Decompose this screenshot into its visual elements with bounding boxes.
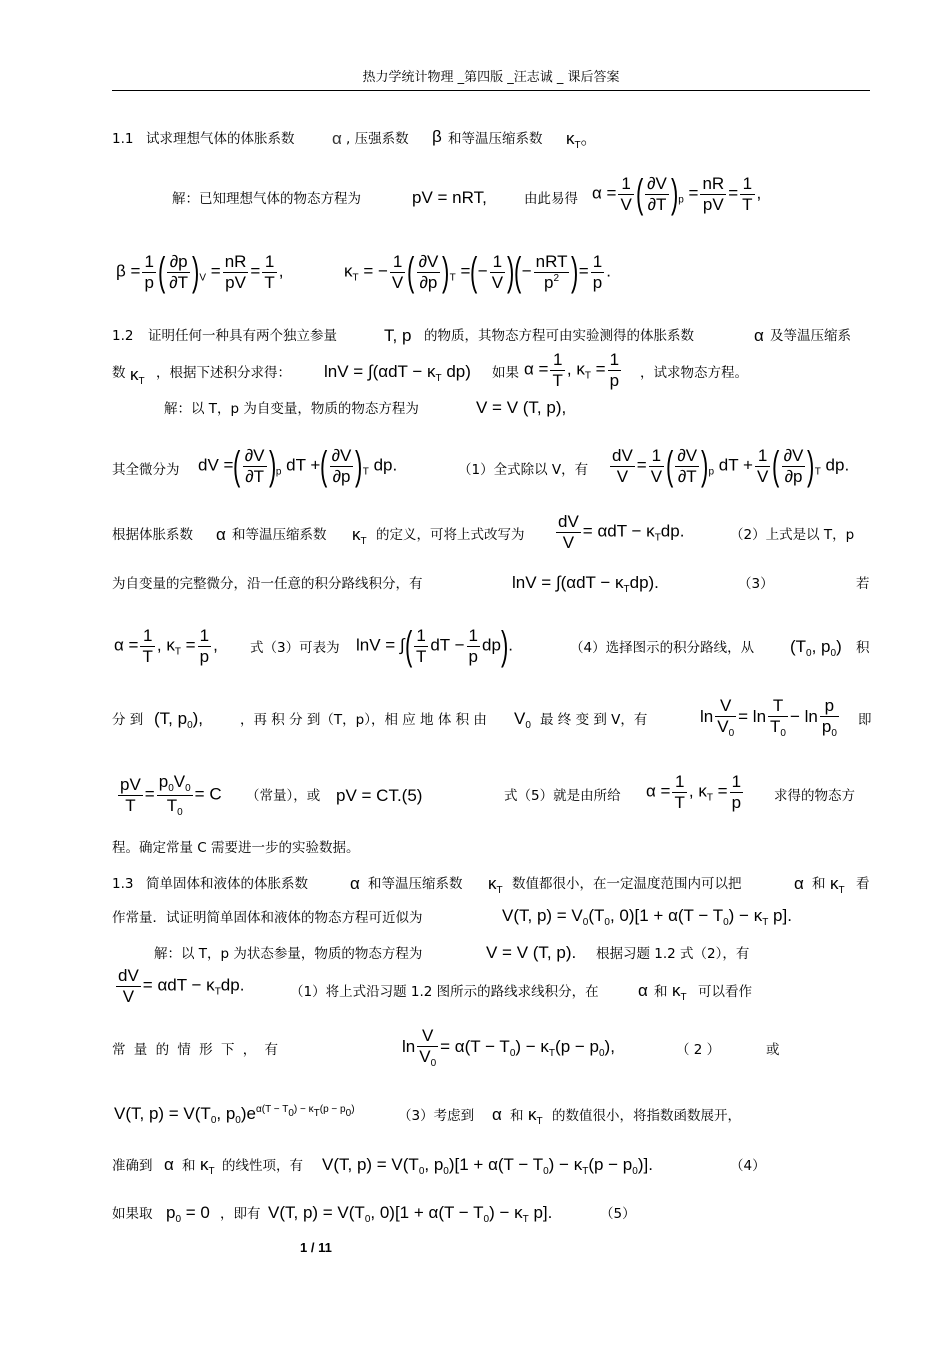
problem-1-2-label: 1.2 (112, 328, 134, 344)
solid-state-equation: V(T, $p) = V_0(T_0$, $0)[1 + \alpha(T - T_0) - \kappa_T$ p]. (502, 906, 792, 928)
linear-eq-5: V(T, $p) = V(T_0$, $0)[1 + \alpha(T - T_0) - \kappa_T$ p]. (268, 1203, 553, 1225)
alpha-symbol: α (164, 1155, 174, 1174)
divided-differential: $\frac{dV}{V}$ = $\frac{1}{V}$ ( $\frac{\partial V}{\partial T}$ )$_p$ dT + $\frac{1}{V}$ ( $\frac{\partial V}{\partial p}$ )$_T$ dp. (612, 444, 850, 489)
v0-symbol: $V_0$ (514, 709, 531, 731)
ideal-gas-equation: pV = nRT, (412, 188, 487, 207)
problem-1-2-line1c: 及等温压缩系 (770, 328, 851, 344)
then-text: ，再 积 分 到（T，p），相 应 地 体 积 由 (240, 712, 487, 728)
fen-text: 分 到 (112, 712, 144, 728)
linear-eq-4: V(T, $p) = V(T_0$, $p_0)[1 + \alpha(T - T_0) - \kappa_T(p - p_0)]$. (322, 1155, 653, 1177)
total-differential: dV =( $\frac{\partial V}{\partial T}$ )$_p$ dT +( $\frac{\partial V}{\partial p}$ )$_T$ dp. (198, 444, 398, 489)
step-2-text-b: 为自变量的完整微分，沿一任意的积分路线积分，有 (112, 576, 423, 592)
eq-5-text: 式（5）就是由所给 (504, 788, 621, 804)
given-coefficients: α = $\frac{1}{T}$ , $\kappa_T$ = $\frac{1}{p}$ (524, 350, 620, 390)
page-number: 1 / 11 (300, 1240, 332, 1255)
eq-5: pV = CT.(5) (336, 786, 423, 805)
kappa-t-symbol: $\kappa_T$。 (566, 129, 598, 151)
alpha-symbol: α (754, 326, 764, 345)
alpha-symbol: α (216, 525, 226, 544)
alpha-symbol: α (794, 874, 804, 893)
problem-1-3-label: 1.3 (112, 876, 134, 892)
problem-1-1-text-c: 和等温压缩系数 (448, 131, 543, 147)
mid-point: (T, $p_0$), (154, 709, 204, 731)
problem-1-2-line1: 证明任何一种具有两个独立参量 (148, 328, 337, 344)
start-point: ($T_0$, $p_0$) (790, 637, 842, 659)
kappa-t-symbol: $\kappa_T$ (672, 981, 687, 1003)
given-coefficients-2: α = $\frac{1}{T}$ , $\kappa_T$ = $\frac{1}{p}$ (646, 772, 742, 812)
ji2-text: 即 (858, 712, 872, 728)
kappa-derivation: $\kappa_T$ = − $\frac{1}{V}$ ( $\frac{\partial V}{\partial p}$ )$_T$ =(− $\frac{1}{V}$ )(− $\frac{\text{nRT}}{p^2}$ )= $\frac{1}{p}$ . (344, 250, 611, 295)
we-have-text: ，即有 (220, 1206, 261, 1222)
p0-zero: $p_0 = 0$ (166, 1203, 210, 1225)
constant-ratio: $\frac{pV}{T}$ = $\frac{p_0V_0}{T_0}$ = C (120, 772, 222, 818)
solution-1-3-b: 根据习题 1.2 式（2），有 (596, 946, 750, 962)
solution-1-2-a: 解：以 T，p 为自变量，物质的物态方程为 (164, 401, 419, 417)
accurate-text: 准确到 (112, 1158, 153, 1174)
eq-2-label: （ 2 ） (676, 1042, 721, 1058)
eq-3-label: （3） (738, 576, 774, 592)
step-1-text: （1）全式除以 V，有 (458, 462, 589, 478)
const-text: （常量），或 (246, 788, 321, 804)
problem-1-1-label: 1.1 (112, 131, 134, 147)
differential-1-3: $\frac{dV}{V}$ = $\alpha dT - \kappa_Tdp$. (118, 966, 245, 1006)
beta-symbol: β (432, 127, 442, 146)
step-3-text-b: 和 (510, 1108, 524, 1124)
problem-1-1-text-a: 试求理想气体的体胀系数 (146, 131, 295, 147)
step-1-3-text: （1）将上式沿习题 1.2 图所示的路线求线积分，在 (290, 984, 599, 1000)
page-header: 热力学统计物理 _第四版 _汪志诚 _ 课后答案 (362, 70, 620, 85)
step-4-text: （4）选择图示的积分路线，从 (570, 640, 755, 656)
header-rule (112, 90, 870, 91)
problem-1-3-line2: 作常量．试证明简单固体和液体的物态方程可近似为 (112, 910, 423, 926)
state-equation: V = V (T, p). (486, 943, 577, 962)
tp-variables: T, p (384, 326, 412, 345)
total-diff-label: 其全微分为 (112, 462, 180, 478)
alpha-derivation: α = $\frac{1}{V}$ ( $\frac{\partial V}{\partial T}$ )$_p$ = $\frac{nR}{pV}$ = $\frac{1}{T}$ , (592, 172, 762, 217)
problem-1-3-line1c: 数值都很小，在一定温度范围内可以把 (512, 876, 742, 892)
problem-1-2-line2b: ，根据下述积分求得： (156, 365, 291, 381)
problem-1-3-line1d: 和 (812, 876, 826, 892)
log-ratio: ln $\frac{V}{V_0}$ = ln $\frac{T}{T_0}$ − ln $\frac{p}{p_0}$ (700, 696, 837, 739)
alpha-symbol: α (350, 874, 360, 893)
eq-5-text-b: 求得的物态方 (774, 788, 855, 804)
problem-1-3-line1e: 看 (856, 876, 870, 892)
solution-1-1-b: 由此易得 (524, 191, 578, 207)
kappa-t-symbol: $\kappa_T$ (130, 365, 145, 387)
beta-derivation: β = $\frac{1}{p}$ ( $\frac{\partial p}{\partial T}$ )$_V$ = $\frac{nR}{pV}$ = $\frac{1}{T}$ , (116, 250, 284, 295)
define-text: 根据体胀系数 (112, 527, 193, 543)
final-text: 最 终 变 到 V，有 (540, 712, 648, 728)
problem-1-2-line2d: ，试求物态方程。 (640, 365, 748, 381)
exponential-eq: V(T, $p) = V(T_0$, $p_0)e^{\alpha(T - T0) - \kappa T(p - p0)}$ (114, 1104, 355, 1126)
define-text-b: 和等温压缩系数 (232, 527, 327, 543)
kappa-t-symbol: $\kappa_T$ (528, 1105, 543, 1127)
rewritten-differential: $\frac{dV}{V}$ = $\alpha dT - \kappa_Tdp$. (558, 512, 685, 552)
alpha-symbol: α (332, 129, 342, 148)
substituted-coefficients: α = $\frac{1}{T}$ , $\kappa_T$ = $\frac{1}{p}$ , (114, 626, 218, 666)
problem-1-3-line1b: 和等温压缩系数 (368, 876, 463, 892)
problem-1-3-line1: 简单固体和液体的体胀系数 (146, 876, 308, 892)
step-3-text-c: 的数值很小，将指数函数展开， (552, 1108, 741, 1124)
formula-3-text: 式（3）可表为 (250, 640, 340, 656)
step-1-3-text-b: 和 (654, 984, 668, 1000)
eq-5-label: （5） (600, 1206, 636, 1222)
kappa-t-symbol: $\kappa_T$ (200, 1155, 215, 1177)
solution-1-3-a: 解：以 T，p 为状态参量，物质的物态方程为 (154, 946, 423, 962)
cheng-text: 程。确定常量 C 需要进一步的实验数据。 (112, 840, 360, 856)
step-3-text: （3）考虑到 (398, 1108, 475, 1124)
solution-1-1-a: 解：已知理想气体的物态方程为 (172, 191, 361, 207)
alpha-symbol: α (638, 981, 648, 1000)
integral-3: $\ln V = \int(\alpha dT - \kappa_Tdp)$. (512, 573, 659, 595)
ruo-text: 若 (856, 576, 870, 592)
step-2-text: （2）上式是以 T，p (730, 527, 855, 543)
const-row-text: 常 量 的 情 形 下 ， 有 (112, 1042, 281, 1058)
eq-4-label: （4） (730, 1158, 766, 1174)
if-take-text: 如果取 (112, 1206, 153, 1222)
step-1-3-text-c: 可以看作 (698, 984, 752, 1000)
kappa-t-symbol: $\kappa_T$ (352, 525, 367, 547)
or-text: 或 (766, 1042, 780, 1058)
problem-1-1-text-b: , 压强系数 (346, 131, 409, 147)
accurate-text-b: 和 (182, 1158, 196, 1174)
accurate-text-c: 的线性项，有 (222, 1158, 303, 1174)
define-text-c: 的定义，可将上式改写为 (376, 527, 525, 543)
problem-1-2-line2c: 如果 (492, 365, 519, 381)
kappa-t-symbol: $\kappa_T$ (488, 874, 503, 896)
integral-4: lnV = ∫( $\frac{1}{T}$ dT − $\frac{1}{p}$ dp). (356, 624, 513, 669)
problem-1-2-line1b: 的物质，其物态方程可由实验测得的体胀系数 (424, 328, 694, 344)
state-equation: V = V (T, p), (476, 398, 567, 417)
kappa-t-symbol: $\kappa_T$ (830, 874, 845, 896)
problem-1-2-line2a: 数 (112, 365, 126, 381)
ji-text: 积 (856, 640, 870, 656)
log-volume-eq: ln $\frac{V}{V_0}$ = $\alpha(T - T_0) - \kappa_T(p - p_0)$, (402, 1026, 615, 1069)
alpha-symbol: α (492, 1105, 502, 1124)
integral-formula: $\ln V = \int(\alpha dT - \kappa_T$ dp) (324, 362, 471, 384)
